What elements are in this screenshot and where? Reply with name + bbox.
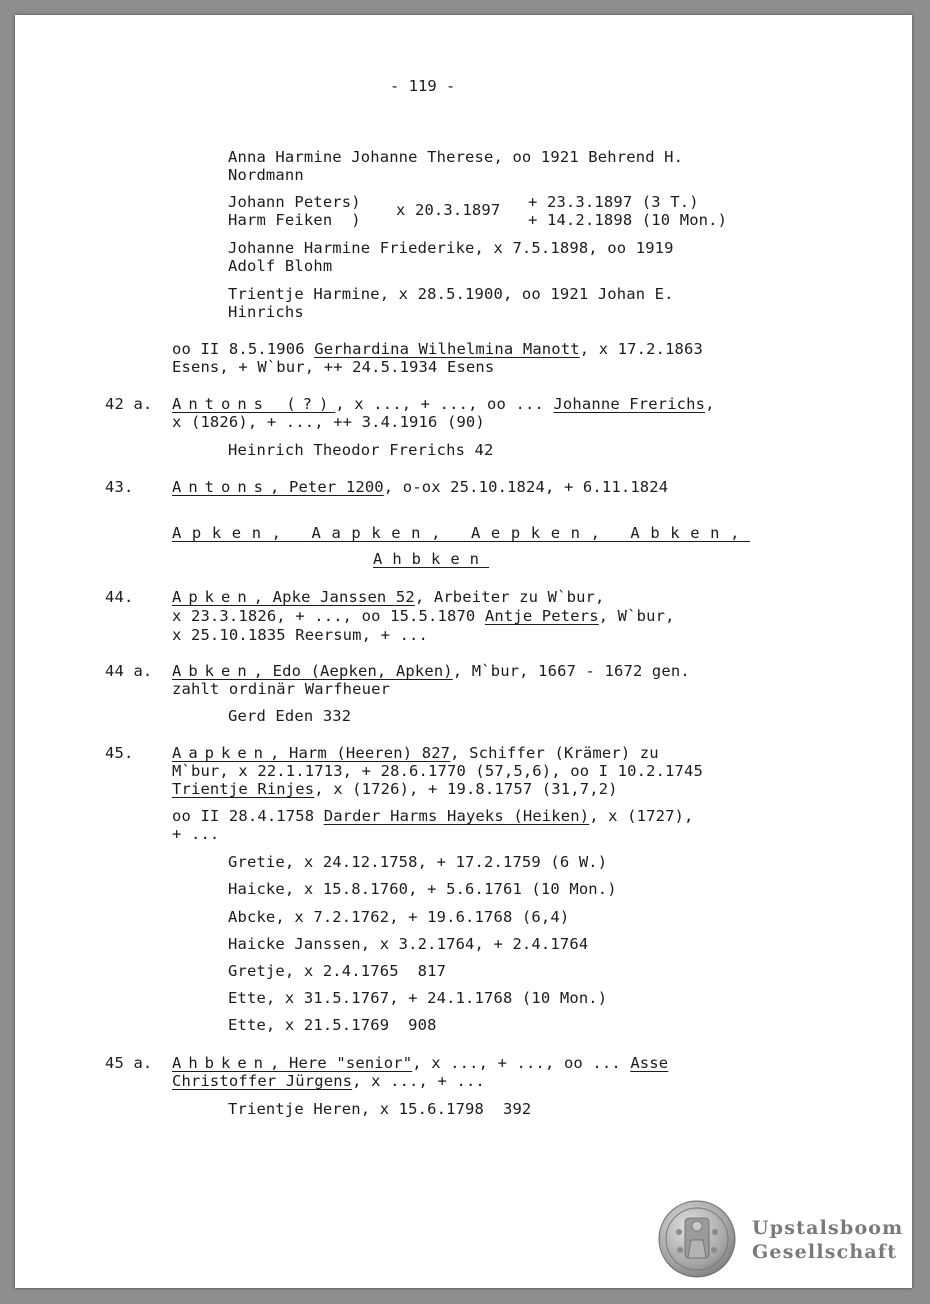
text-line: x 20.3.1897 bbox=[396, 201, 501, 219]
text-line: Johann Peters) bbox=[228, 193, 361, 211]
text-line: Gerd Eden 332 bbox=[228, 707, 352, 725]
text-line: Abcke, x 7.2.1762, + 19.6.1768 (6,4) bbox=[228, 908, 570, 926]
text-line: Ette, x 31.5.1767, + 24.1.1768 (10 Mon.) bbox=[228, 989, 608, 1007]
seal-logo bbox=[658, 1200, 736, 1278]
text-line: Trientje Harmine, x 28.5.1900, oo 1921 Johan E. bbox=[228, 285, 674, 303]
text-line: Johanne Harmine Friederike, x 7.5.1898, oo 1919 bbox=[228, 239, 674, 257]
text-line: + 23.3.1897 (3 T.) bbox=[528, 193, 699, 211]
text-line: Ette, x 21.5.1769 908 bbox=[228, 1016, 437, 1034]
text-line: + ... bbox=[172, 825, 220, 843]
entry-number: 42 a. bbox=[105, 395, 153, 413]
entry-number: 44 a. bbox=[105, 662, 153, 680]
text-line: oo II 8.5.1906 Gerhardina Wilhelmina Manott, x 17.2.1863 bbox=[172, 340, 703, 358]
text-line: Antons, Peter 1200, o-ox 25.10.1824, + 6.11.1824 bbox=[172, 478, 669, 496]
text-line: Antons (?), x ..., + ..., oo ... Johanne Frerichs, bbox=[172, 395, 715, 413]
entry-number: 45 a. bbox=[105, 1054, 153, 1072]
text-line: Haicke Janssen, x 3.2.1764, + 2.4.1764 bbox=[228, 935, 589, 953]
text-line: x (1826), + ..., ++ 3.4.1916 (90) bbox=[172, 413, 485, 431]
text-line: Heinrich Theodor Frerichs 42 bbox=[228, 441, 494, 459]
text-line: Trientje Heren, x 15.6.1798 392 bbox=[228, 1100, 532, 1118]
text-line: Hinrichs bbox=[228, 303, 304, 321]
text-line: Ahbken, Here "senior", x ..., + ..., oo ... Asse bbox=[172, 1054, 669, 1072]
entry-number: 45. bbox=[105, 744, 134, 762]
text-line: Abken, Edo (Aepken, Apken), M`bur, 1667 - 1672 gen. bbox=[172, 662, 690, 680]
text-line: oo II 28.4.1758 Darder Harms Hayeks (Heiken), x (1727), bbox=[172, 807, 694, 825]
document-page bbox=[15, 15, 912, 1288]
page-number: - 119 - bbox=[390, 77, 456, 95]
text-line: Aapken, Harm (Heeren) 827, Schiffer (Krämer) zu bbox=[172, 744, 659, 762]
text-line: M`bur, x 22.1.1713, + 28.6.1770 (57,5,6), oo I 10.2.1745 bbox=[172, 762, 703, 780]
text-line: Harm Feiken ) bbox=[228, 211, 361, 229]
text-line: Gretie, x 24.12.1758, + 17.2.1759 (6 W.) bbox=[228, 853, 608, 871]
society-logo-text: Upstalsboom Gesellschaft bbox=[752, 1217, 904, 1263]
text-line: Esens, + W`bur, ++ 24.5.1934 Esens bbox=[172, 358, 495, 376]
text-line: x 23.3.1826, + ..., oo 15.5.1870 Antje Peters, W`bur, bbox=[172, 607, 675, 625]
text-line: Adolf Blohm bbox=[228, 257, 333, 275]
text-line: Nordmann bbox=[228, 166, 304, 184]
text-line: x 25.10.1835 Reersum, + ... bbox=[172, 626, 429, 644]
section-heading: Ahbken bbox=[373, 550, 489, 568]
entry-number: 43. bbox=[105, 478, 134, 496]
text-line: + 14.2.1898 (10 Mon.) bbox=[528, 211, 728, 229]
text-line: Christoffer Jürgens, x ..., + ... bbox=[172, 1072, 485, 1090]
entry-number: 44. bbox=[105, 588, 134, 606]
text-line: Haicke, x 15.8.1760, + 5.6.1761 (10 Mon.) bbox=[228, 880, 617, 898]
text-line: zahlt ordinär Warfheuer bbox=[172, 680, 391, 698]
section-heading: Apken, Aapken, Aepken, Abken, bbox=[172, 524, 751, 542]
text-line: Trientje Rinjes, x (1726), + 19.8.1757 (31,7,2) bbox=[172, 780, 618, 798]
text-line: Gretje, x 2.4.1765 817 bbox=[228, 962, 447, 980]
text-line: Apken, Apke Janssen 52, Arbeiter zu W`bur, bbox=[172, 588, 605, 606]
text-line: Anna Harmine Johanne Therese, oo 1921 Behrend H. bbox=[228, 148, 684, 166]
